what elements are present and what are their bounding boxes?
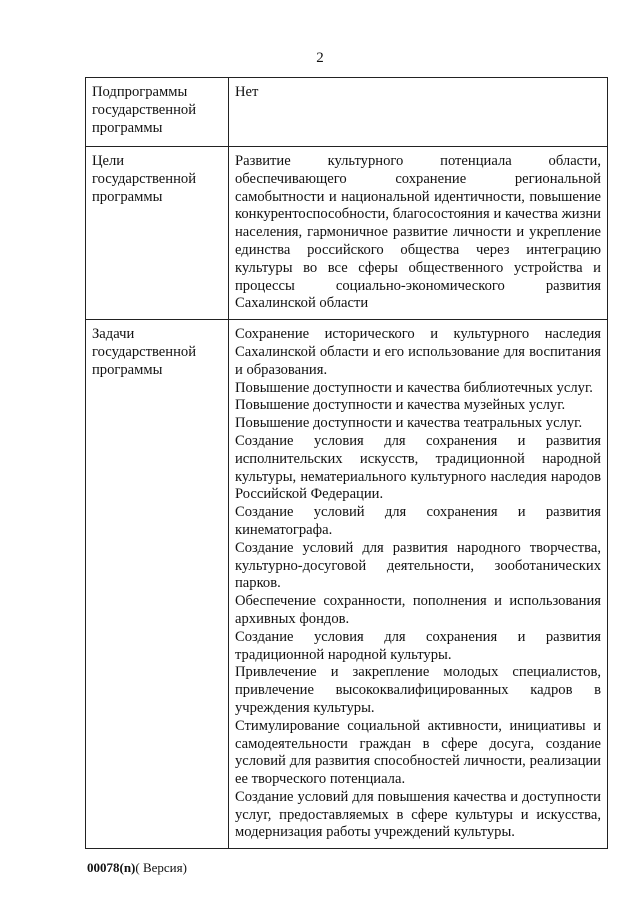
document-code: 00078(n) bbox=[87, 860, 136, 875]
task-item: Привлечение и закрепление молодых специалистов, привлечение высококвалифицированных кадров в учреждения культуры. bbox=[235, 664, 601, 716]
table-row-subprograms bbox=[86, 78, 608, 147]
task-item: Создание условий для повышения качества и доступности услуг, предоставляемых в сфере культуры и искусства, модернизация работы учреждений культуры. bbox=[235, 788, 601, 841]
document-version: ( Версия) bbox=[135, 860, 187, 875]
row-label-subprograms: Подпрограммы государственной программы bbox=[86, 78, 229, 147]
row-value-paragraph: Развитие культурного потенциала области, обеспечивающего сохранение региональной самобытности и национальной идентичности, повышение конкурентоспособности, благосостояния и качества жизни населения, гармоничное развитие личности и укрепление единства российского общества через интеграцию культуры во все сферы общественного устройства и процессы социально-экономического развития Сахалинской области bbox=[235, 153, 601, 312]
task-item: Создание условий для развития народного творчества, культурно-досуговой деятельности, зооботанических парков. bbox=[235, 539, 601, 592]
task-item: Обеспечение сохранности, пополнения и использования архивных фондов. bbox=[235, 593, 601, 627]
row-value-subprograms bbox=[229, 78, 608, 147]
row-label-tasks: Задачи государственной программы bbox=[86, 320, 229, 849]
row-value-paragraph: Нет bbox=[235, 84, 259, 100]
document-footer bbox=[87, 860, 187, 876]
task-item: Создание условия для сохранения и развития исполнительских искусств, традиционной народной культуры, нематериального культурного наследия народов Российской Федерации. bbox=[235, 432, 601, 503]
table-row-tasks bbox=[86, 320, 608, 849]
task-item: Создание условий для сохранения и развития кинематографа. bbox=[235, 504, 601, 538]
table-row-goals bbox=[86, 147, 608, 320]
task-item: Повышение доступности и качества музейных услуг. bbox=[235, 397, 566, 414]
row-label-goals: Цели государственной программы bbox=[86, 147, 229, 320]
task-item: Сохранение исторического и культурного наследия Сахалинской области и его использование для воспитания и образования. bbox=[235, 326, 601, 378]
row-value-goals bbox=[229, 147, 608, 320]
page-number: 2 bbox=[316, 50, 324, 66]
task-item: Повышение доступности и качества библиотечных услуг. bbox=[235, 379, 593, 396]
task-item: Стимулирование социальной активности, инициативы и самодеятельности граждан в сфере досуга, создание условий для развития способностей личности, реализации ее творческого потенциала. bbox=[235, 717, 601, 788]
task-item: Создание условия для сохранения и развития традиционной народной культуры. bbox=[235, 628, 601, 663]
row-value-tasks bbox=[229, 320, 608, 849]
task-item: Повышение доступности и качества театральных услуг. bbox=[235, 415, 583, 432]
program-passport-table bbox=[85, 77, 608, 849]
